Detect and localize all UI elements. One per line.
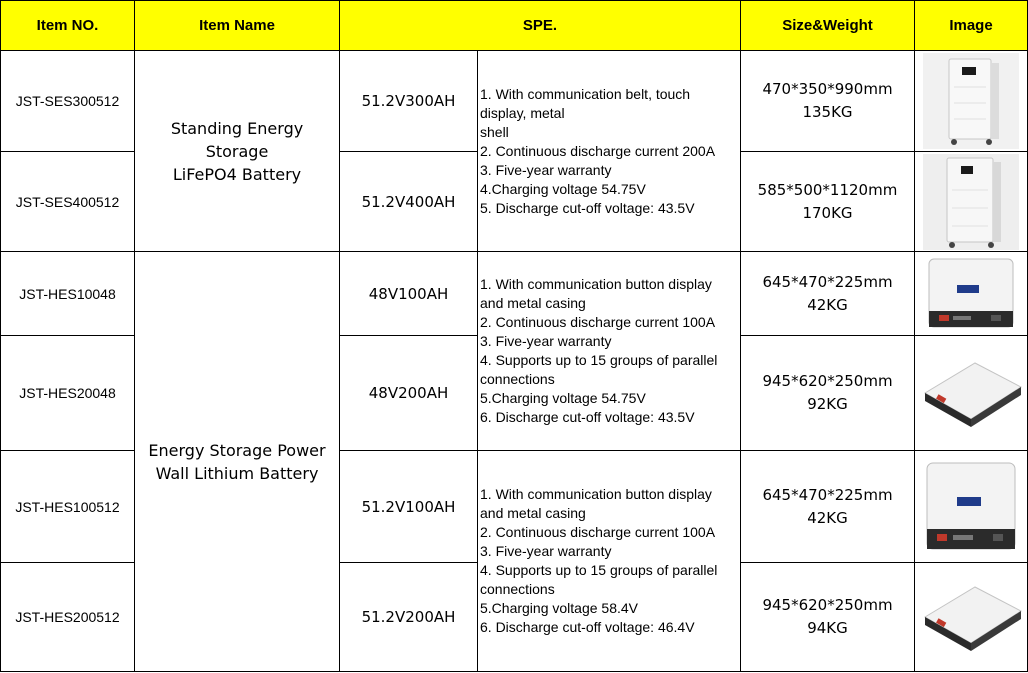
wall-battery-angled-icon <box>917 577 1025 657</box>
item-name-line: Standing Energy Storage <box>170 118 304 161</box>
wall-battery-angled-icon <box>917 353 1025 433</box>
description-cell <box>478 252 741 451</box>
item-no-cell: JST-HES10048 <box>1 252 135 336</box>
weight-text: 94KG <box>807 619 848 637</box>
description-line: 4. Supports up to 15 groups of parallel <box>480 352 718 368</box>
header-size-weight: Size&Weight <box>741 1 915 51</box>
spe-cell: 51.2V300AH <box>340 51 478 152</box>
description-line: 1. With communication button display <box>480 486 712 502</box>
image-cell <box>915 451 1028 563</box>
image-cell <box>915 252 1028 336</box>
item-name-line: LiFePO4 Battery <box>172 164 302 184</box>
size-text: 585*500*1120mm <box>757 180 898 199</box>
spe-cell: 48V200AH <box>340 336 478 451</box>
spe-cell: 51.2V400AH <box>340 152 478 252</box>
item-no-cell: JST-HES200512 <box>1 563 135 672</box>
description-cell <box>478 51 741 252</box>
image-cell <box>915 336 1028 451</box>
description-line: 3. Five-year warranty <box>480 543 612 559</box>
wall-battery-front-icon <box>921 459 1021 555</box>
size-text: 645*470*225mm <box>762 485 893 504</box>
spe-cell: 51.2V200AH <box>340 563 478 672</box>
description-line: shell <box>480 123 509 140</box>
image-cell <box>915 51 1028 152</box>
item-name-line: Energy Storage Power <box>148 440 326 460</box>
image-cell <box>915 152 1028 252</box>
weight-text: 135KG <box>802 103 853 121</box>
table-row <box>1 51 1028 152</box>
description-line: connections <box>480 371 555 387</box>
item-no-cell: JST-SES300512 <box>1 51 135 152</box>
description-line: 6. Discharge cut-off voltage: 43.5V <box>480 409 695 425</box>
weight-text: 170KG <box>802 203 853 222</box>
description-line: 5.Charging voltage 58.4V <box>480 600 638 616</box>
header-item-name: Item Name <box>135 1 340 51</box>
description-line: 6. Discharge cut-off voltage: 46.4V <box>480 619 695 635</box>
description-line: 4. Supports up to 15 groups of parallel <box>480 562 718 578</box>
item-no-cell: JST-HES20048 <box>1 336 135 451</box>
weight-text: 42KG <box>807 508 848 527</box>
header-spe: SPE. <box>340 1 741 51</box>
spe-cell: 48V100AH <box>340 252 478 336</box>
header-image: Image <box>915 1 1028 51</box>
size-text: 945*620*250mm <box>762 596 893 614</box>
header-row <box>1 1 1028 51</box>
description-line: 2. Continuous discharge current 100A <box>480 524 716 540</box>
description-line: 3. Five-year warranty <box>480 333 612 349</box>
description-line: and metal casing <box>480 505 586 521</box>
weight-text: 42KG <box>807 295 848 314</box>
size-weight-cell <box>741 51 915 152</box>
size-weight-cell <box>741 451 915 563</box>
weight-text: 92KG <box>807 395 848 413</box>
description-line: connections <box>480 581 555 597</box>
description-line: 5. Discharge cut-off voltage: 43.5V <box>480 199 695 216</box>
header-item-no: Item NO. <box>1 1 135 51</box>
description-line: 1. With communication belt, touch <box>480 85 691 102</box>
size-text: 645*470*225mm <box>762 272 893 291</box>
description-line: 4.Charging voltage 54.75V <box>480 180 646 197</box>
item-name-cell <box>135 252 340 672</box>
item-no-cell: JST-HES100512 <box>1 451 135 563</box>
size-text: 470*350*990mm <box>762 80 893 98</box>
description-cell <box>478 451 741 672</box>
size-weight-cell <box>741 563 915 672</box>
description-line: 1. With communication button display <box>480 276 712 292</box>
description-line: 2. Continuous discharge current 200A <box>480 142 716 159</box>
item-name-cell <box>135 51 340 252</box>
description-line: 3. Five-year warranty <box>480 161 612 178</box>
description-line: 2. Continuous discharge current 100A <box>480 314 716 330</box>
description-line: 5.Charging voltage 54.75V <box>480 390 646 406</box>
standing-battery-cabinet-icon <box>923 154 1019 250</box>
size-weight-cell <box>741 152 915 252</box>
size-text: 945*620*250mm <box>762 372 893 390</box>
standing-battery-cabinet-icon <box>923 53 1019 149</box>
description-line: display, metal <box>480 104 565 121</box>
item-no-cell: JST-SES400512 <box>1 152 135 252</box>
spe-cell: 51.2V100AH <box>340 451 478 563</box>
wall-battery-front-icon <box>921 255 1021 333</box>
image-cell <box>915 563 1028 672</box>
size-weight-cell <box>741 252 915 336</box>
description-line: and metal casing <box>480 295 586 311</box>
size-weight-cell <box>741 336 915 451</box>
table-row <box>1 252 1028 336</box>
item-name-line: Wall Lithium Battery <box>155 463 319 483</box>
